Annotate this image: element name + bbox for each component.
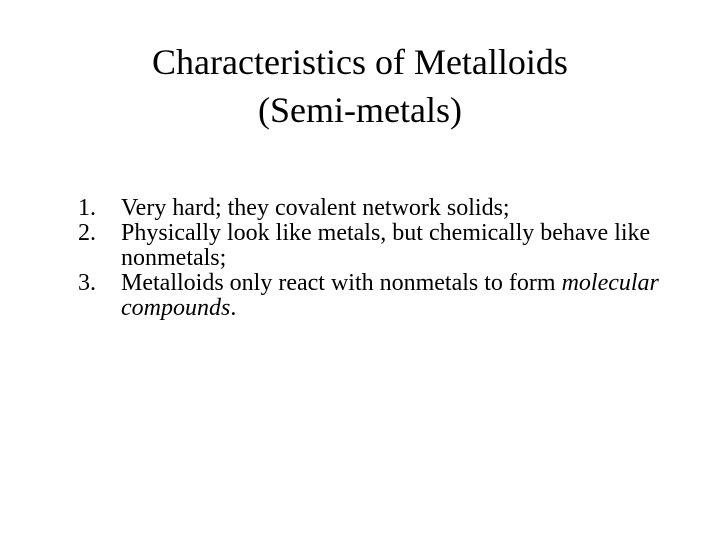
list-item-3 <box>78 271 678 321</box>
list-text-3 <box>121 271 678 321</box>
list-text-3-italic: molecular compounds <box>121 270 659 321</box>
list-text-3-plain: Metalloids only react with nonmetals to form <box>121 270 556 296</box>
slide-title <box>0 38 720 134</box>
list-text-1: Very hard; they covalent network solids; <box>121 195 510 221</box>
title-line-2: (Semi-metals) <box>258 90 462 130</box>
list-number-2: 2. <box>78 220 96 246</box>
list-text-3-end: . <box>230 295 237 321</box>
list-number-3: 3. <box>78 270 96 296</box>
list-text-2: Physically look like metals, but chemically behave like nonmetals; <box>121 220 651 271</box>
characteristics-list <box>78 196 678 321</box>
list-item-1 <box>78 196 678 221</box>
title-line-1: Characteristics of Metalloids <box>152 42 568 82</box>
list-number-1: 1. <box>78 195 96 221</box>
list-item-2 <box>78 221 678 271</box>
